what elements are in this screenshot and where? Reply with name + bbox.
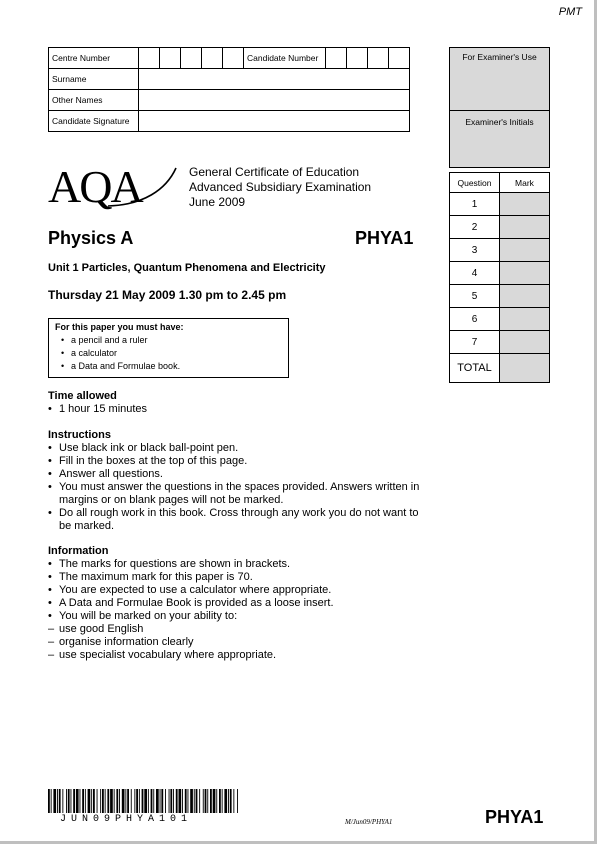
barcode-bar (93, 789, 95, 813)
question-number: 7 (450, 331, 500, 354)
candidate-details-table (48, 47, 410, 132)
barcode-bar (151, 789, 153, 813)
centre-digit-box[interactable] (223, 48, 244, 69)
signature-label: Candidate Signature (49, 111, 139, 132)
section-heading: Time allowed (48, 390, 117, 402)
question-number: 6 (450, 308, 500, 331)
barcode-bar (91, 789, 92, 813)
barcode-bar (97, 789, 98, 813)
barcode-bar (53, 789, 56, 813)
list-item: • A Data and Formulae Book is provided as a loose insert. (48, 597, 428, 610)
barcode-bar (57, 789, 58, 813)
mark-cell[interactable] (500, 216, 550, 239)
barcode-bar (59, 789, 61, 813)
other-names-field[interactable] (139, 90, 410, 111)
surname-label: Surname (49, 69, 139, 90)
barcode-bar (122, 789, 125, 813)
question-number: 1 (450, 193, 500, 216)
list-item: • The marks for questions are shown in brackets. (48, 558, 428, 571)
barcode-bar (210, 789, 212, 813)
list-item: • You must answer the questions in the spaces provided. Answers written in margins or on blank pages will not be marked. (48, 481, 428, 507)
barcode-bar (219, 789, 221, 813)
exam-info-line: Advanced Subsidiary Examination (189, 180, 372, 194)
barcode-bar (156, 789, 159, 813)
information-section (48, 545, 428, 662)
barcode-bar (51, 789, 52, 813)
sub-list-item: – organise information clearly (48, 636, 428, 649)
barcode-bar (160, 789, 161, 813)
barcode-bar (48, 789, 50, 813)
examiner-initials-label: Examiner's Initials (450, 111, 550, 168)
question-number: 5 (450, 285, 500, 308)
barcode-bar (165, 789, 166, 813)
exam-date: Thursday 21 May 2009 1.30 pm to 2.45 pm (48, 288, 287, 302)
time-allowed-section (48, 390, 428, 416)
barcode-bar (116, 789, 118, 813)
centre-digit-box[interactable] (139, 48, 160, 69)
list-item: • Do all rough work in this book. Cross through any work you do not want to be marked. (48, 507, 428, 533)
barcode-bar (100, 789, 101, 813)
mark-cell[interactable] (500, 331, 550, 354)
barcode-bar (71, 789, 72, 813)
list-item: • Use black ink or black ball-point pen. (48, 442, 428, 455)
list-item: • You are expected to use a calculator where appropriate. (48, 584, 428, 597)
barcode-bar (182, 789, 183, 813)
barcode-bar (144, 789, 147, 813)
exam-info-line: General Certificate of Education (189, 165, 360, 179)
instructions-section (48, 429, 428, 533)
centre-number-label: Centre Number (49, 48, 139, 69)
candidate-number-label: Candidate Number (244, 48, 326, 69)
other-names-label: Other Names (49, 90, 139, 111)
question-header: Question (450, 173, 500, 193)
candidate-digit-box[interactable] (389, 48, 410, 69)
barcode-bar (169, 789, 170, 813)
aqa-logo-text: AQA (48, 161, 142, 210)
surname-field[interactable] (139, 69, 410, 90)
mark-cell[interactable] (500, 193, 550, 216)
list-item: • a Data and Formulae book. (55, 360, 282, 373)
examiner-use-title: For Examiner's Use (450, 48, 550, 111)
aqa-logo (48, 160, 178, 210)
barcode-bar (224, 789, 227, 813)
barcode-bar (105, 789, 106, 813)
barcode-bar (68, 789, 70, 813)
barcode-bar (153, 789, 154, 813)
list-item: • a calculator (55, 347, 282, 360)
barcode-bar (142, 789, 144, 813)
barcode-bar (110, 789, 113, 813)
barcode-bar (66, 789, 67, 813)
barcode-bar (88, 789, 91, 813)
barcode-bar (148, 789, 149, 813)
section-heading: Information (48, 545, 109, 557)
barcode-bar (107, 789, 109, 813)
barcode-bar (222, 789, 223, 813)
barcode-bar (80, 789, 81, 813)
paper-reference: M/Jun09/PHYA1 (345, 818, 393, 826)
barcode-bar (173, 789, 174, 813)
barcode-bar (127, 789, 129, 813)
barcode-bar (194, 789, 195, 813)
barcode-bar (62, 789, 63, 813)
barcode-bar (161, 789, 163, 813)
barcode-bar (230, 789, 232, 813)
barcode-bar (119, 789, 120, 813)
barcode-bar (188, 789, 189, 813)
candidate-digit-box[interactable] (347, 48, 368, 69)
barcode-bar (139, 789, 140, 813)
signature-field[interactable] (139, 111, 410, 132)
barcode-bar (196, 789, 198, 813)
list-item: • You will be marked on your ability to: (48, 610, 428, 623)
barcode-bar (199, 789, 200, 813)
mark-cell[interactable] (500, 308, 550, 331)
footer-paper-code: PHYA1 (485, 807, 544, 827)
list-item: • 1 hour 15 minutes (48, 403, 428, 416)
list-item: • a pencil and a ruler (55, 334, 282, 347)
question-number: 2 (450, 216, 500, 239)
section-heading: Instructions (48, 429, 111, 441)
barcode-bar (131, 789, 132, 813)
barcode-bar (205, 789, 207, 813)
total-label: TOTAL (450, 354, 500, 383)
question-number: 3 (450, 239, 500, 262)
barcode-bar (228, 789, 229, 813)
mark-cell[interactable] (500, 239, 550, 262)
sub-list-item: – use specialist vocabulary where appropriate. (48, 649, 428, 662)
centre-digit-box[interactable] (202, 48, 223, 69)
mark-header: Mark (500, 173, 550, 193)
barcode-bar (85, 789, 86, 813)
list-item: • Fill in the boxes at the top of this page. (48, 455, 428, 468)
barcode-bar (216, 789, 217, 813)
list-item: • Answer all questions. (48, 468, 428, 481)
paper-code: PHYA1 (355, 228, 414, 248)
barcode-bar (176, 789, 178, 813)
barcode-bar (213, 789, 216, 813)
sub-list-item: – use good English (48, 623, 428, 636)
barcode-bar (73, 789, 75, 813)
pmt-watermark: PMT (558, 6, 582, 18)
barcode-bar (185, 789, 187, 813)
question-number: 4 (450, 262, 500, 285)
barcode-text: JUN09PHYA101 (60, 814, 193, 825)
mark-cell[interactable] (500, 285, 550, 308)
barcode-bar (170, 789, 172, 813)
centre-digit-box[interactable] (160, 48, 181, 69)
barcode-bar (114, 789, 115, 813)
barcode-bar (233, 789, 234, 813)
barcode-bar (203, 789, 204, 813)
subject-title: Physics A (48, 228, 134, 248)
examiner-use-table (449, 47, 550, 383)
barcode-bar (102, 789, 104, 813)
barcode-bar (76, 789, 79, 813)
barcode-bar (134, 789, 135, 813)
barcode (48, 789, 240, 813)
barcode-bar (179, 789, 182, 813)
barcode-bar (190, 789, 193, 813)
mark-cell[interactable] (500, 262, 550, 285)
required-materials-heading: For this paper you must have: (55, 322, 184, 332)
candidate-digit-box[interactable] (326, 48, 347, 69)
list-item: • The maximum mark for this paper is 70. (48, 571, 428, 584)
exam-info-line: June 2009 (189, 195, 246, 209)
barcode-bar (207, 789, 208, 813)
barcode-bar (82, 789, 84, 813)
barcode-bar (136, 789, 138, 813)
total-mark-cell[interactable] (500, 354, 550, 383)
centre-digit-box[interactable] (181, 48, 202, 69)
required-materials-box (48, 318, 289, 378)
candidate-digit-box[interactable] (368, 48, 389, 69)
barcode-bar (125, 789, 126, 813)
barcode-bar (237, 789, 238, 813)
unit-title: Unit 1 Particles, Quantum Phenomena and Electricity (48, 262, 326, 274)
exam-info (189, 165, 371, 210)
